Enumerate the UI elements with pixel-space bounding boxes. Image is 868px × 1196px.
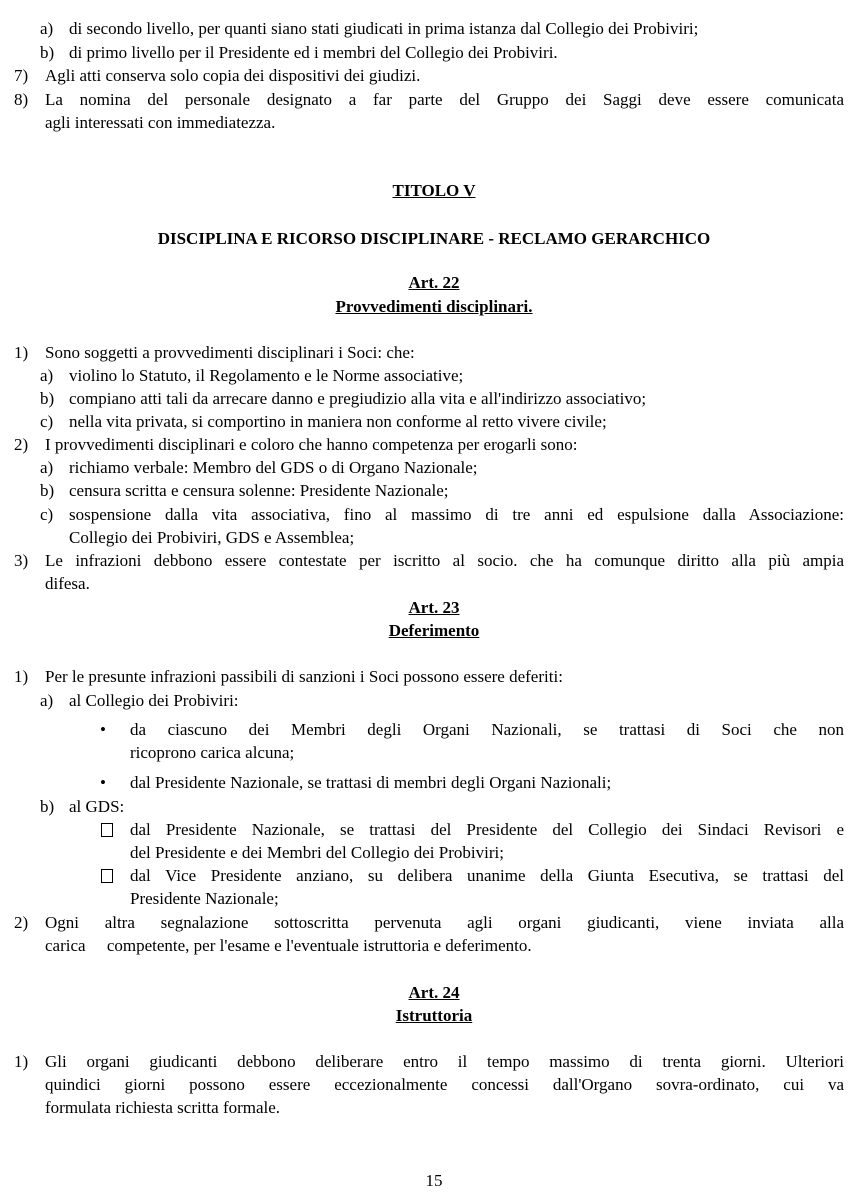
item-marker: a) <box>40 458 54 477</box>
list-item-text: compiano atti tali da arrecare danno e pregiudizio alla vita e all'indirizzo associativo; <box>69 389 647 408</box>
item-marker: b) <box>40 797 55 816</box>
article-heading: Art. 22 <box>408 273 460 292</box>
article-heading: Art. 23 <box>408 598 460 617</box>
article-name: Istruttoria <box>395 1006 473 1025</box>
item-marker: a) <box>40 19 54 38</box>
item-marker: 1) <box>14 343 29 362</box>
list-item-text: formulata richiesta scritta formale. <box>45 1098 281 1117</box>
list-item-text: violino lo Statuto, il Regolamento e le Norme associative; <box>69 366 464 385</box>
list-item-text: I provvedimenti disciplinari e coloro che hanno competenza per erogarli sono: <box>45 435 578 454</box>
list-item-text: Sono soggetti a provvedimenti disciplinari i Soci: che: <box>45 343 415 362</box>
title-label: TITOLO V <box>392 181 476 200</box>
list-item-text: richiamo verbale: Membro del GDS o di Organo Nazionale; <box>69 458 478 477</box>
item-marker: 1) <box>14 1052 29 1071</box>
item-marker: 2) <box>14 913 29 932</box>
article-name: Deferimento <box>388 621 480 640</box>
list-item-text: dal Vice Presidente anziano, su delibera unanime della Giunta Esecutiva, se trattasi del <box>130 866 844 885</box>
list-item-text: del Presidente e dei Membri del Collegio dei Probiviri; <box>130 843 504 862</box>
item-marker: c) <box>40 505 54 524</box>
list-item-text: di secondo livello, per quanti siano stati giudicati in prima istanza dal Collegio dei Probiviri; <box>69 19 699 38</box>
list-item-text: Collegio dei Probiviri, GDS e Assemblea; <box>69 528 355 547</box>
list-item-text: da ciascuno dei Membri degli Organi Nazionali, se trattasi di Soci che non <box>130 720 844 739</box>
list-item-text: dal Presidente Nazionale, se trattasi di membri degli Organi Nazionali; <box>130 773 612 792</box>
list-item-text: sospensione dalla vita associativa, fino al massimo di tre anni ed espulsione dalla Associazione: <box>69 505 844 524</box>
list-item-text: carica competente, per l'esame e l'eventuale istruttoria e deferimento. <box>45 936 532 955</box>
page-number: 15 <box>425 1171 443 1190</box>
bullet-icon: • <box>100 720 106 739</box>
list-item-text: agli interessati con immediatezza. <box>45 113 276 132</box>
list-item-text: censura scritta e censura solenne: Presidente Nazionale; <box>69 481 449 500</box>
item-marker: b) <box>40 389 55 408</box>
list-item-text: La nomina del personale designato a far parte del Gruppo dei Saggi deve essere comunicata <box>45 90 844 109</box>
bullet-icon: • <box>100 773 106 792</box>
item-marker: b) <box>40 43 55 62</box>
section-subtitle: DISCIPLINA E RICORSO DISCIPLINARE - RECLAMO GERARCHICO <box>157 229 711 248</box>
list-item-text: al Collegio dei Probiviri: <box>69 691 239 710</box>
article-heading: Art. 24 <box>408 983 460 1002</box>
checkbox-glyph-icon <box>101 823 113 837</box>
list-item-text: nella vita privata, si comportino in maniera non conforme al retto vivere civile; <box>69 412 607 431</box>
list-item-text: quindici giorni possono essere eccezionalmente concessi dall'Organo sovra-ordinato, cui va <box>45 1075 844 1094</box>
list-item-text: di primo livello per il Presidente ed i membri del Collegio dei Probiviri. <box>69 43 558 62</box>
list-item-text: Presidente Nazionale; <box>130 889 279 908</box>
list-item-text: ricoprono carica alcuna; <box>130 743 295 762</box>
list-item-text: Per le presunte infrazioni passibili di sanzioni i Soci possono essere deferiti: <box>45 667 563 686</box>
item-marker: 2) <box>14 435 29 454</box>
item-marker: c) <box>40 412 54 431</box>
item-marker: b) <box>40 481 55 500</box>
item-marker: a) <box>40 366 54 385</box>
item-marker: 7) <box>14 66 29 85</box>
list-item-text: Gli organi giudicanti debbono deliberare entro il tempo massimo di trenta giorni. Ulteriori <box>45 1052 844 1071</box>
list-item-text: dal Presidente Nazionale, se trattasi del Presidente del Collegio dei Sindaci Revisori e <box>130 820 844 839</box>
item-marker: a) <box>40 691 54 710</box>
list-item-text: Ogni altra segnalazione sottoscritta pervenuta agli organi giudicanti, viene inviata alla <box>45 913 844 932</box>
list-item-text: difesa. <box>45 574 90 593</box>
list-item-text: Agli atti conserva solo copia dei dispositivi dei giudizi. <box>45 66 421 85</box>
article-name: Provvedimenti disciplinari. <box>335 297 533 316</box>
item-marker: 8) <box>14 90 29 109</box>
list-item-text: al GDS: <box>69 797 125 816</box>
list-item-text: Le infrazioni debbono essere contestate per iscritto al socio. che ha comunque diritto alla più ampia <box>45 551 844 570</box>
item-marker: 3) <box>14 551 29 570</box>
checkbox-glyph-icon <box>101 869 113 883</box>
item-marker: 1) <box>14 667 29 686</box>
